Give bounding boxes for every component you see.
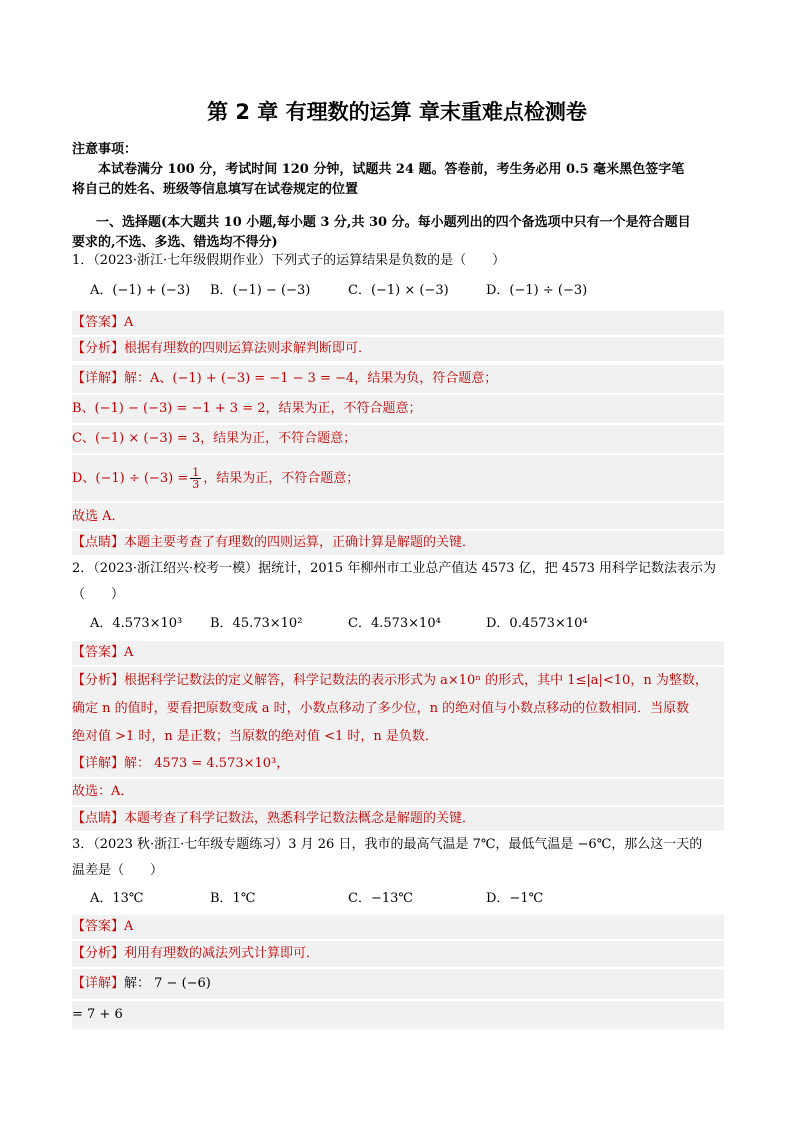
q3-analysis-text: 利用有理数的减法列式计算即可． (124, 946, 320, 961)
notice-line-1: 本试卷满分 100 分，考试时间 120 分钟，试题共 24 题。答卷前，考生务必用 0.5 毫米黑色签字笔 (98, 162, 685, 177)
q2-analysis-text-1: 根据科学记数法的定义解答，科学记数法的表示形式为 a×10ⁿ 的形式，其中 1≤|a|<10，n 为整数， (124, 673, 708, 688)
q1-analysis (72, 337, 724, 361)
q2-stem-line-2: （ ） (72, 587, 125, 602)
q3-stem-line-2: 温差是（ ） (72, 863, 164, 878)
q1-option-a: A．(−1) + (−3) (90, 283, 191, 298)
q3-answer-value: A (124, 919, 134, 934)
answer-label: 【答案】 (72, 315, 125, 330)
q2-detail-text: 解： 4573 = 4.573×10³， (124, 756, 290, 771)
q3-detail-text: 解： 7 − (−6) (124, 976, 211, 991)
q2-comment (72, 807, 724, 831)
analysis-label: 【分析】 (72, 946, 125, 961)
answer-label: 【答案】 (72, 919, 125, 934)
q1-option-b: B．(−1) − (−3) (210, 283, 311, 298)
page-title: 第 2 章 有理数的运算 章末重难点检测卷 (207, 100, 587, 124)
comment-label: 【点睛】 (72, 811, 125, 826)
q1-detail-b (72, 395, 724, 423)
q1-option-d: D．(−1) ÷ (−3) (486, 283, 588, 298)
q3-stem-line-1: 3．（2023 秋·浙江·七年级专题练习）3 月 26 日，我市的最高气温是 7℃，最低气温是 −6℃，那么这一天的 (72, 837, 703, 852)
q1-detail-d-post: ，结果为正，不符合题意； (203, 471, 360, 486)
q1-detail-a-text: 解：A、(−1) + (−3) = −1 − 3 = −4，结果为负，符合题意； (124, 371, 498, 386)
q1-detail-d-fraction (190, 467, 201, 490)
comment-label: 【点睛】 (72, 535, 125, 550)
q1-conclusion (72, 503, 724, 529)
answer-label: 【答案】 (72, 645, 125, 660)
q1-answer (72, 311, 724, 335)
analysis-label: 【分析】 (72, 341, 125, 356)
q1-detail-b-text: B、(−1) − (−3) = −1 + 3 = 2，结果为正，不符合题意； (72, 401, 422, 416)
q1-stem: 1．（2023·浙江·七年级假期作业）下列式子的运算结果是负数的是（ ） (72, 253, 506, 268)
q3-option-c: C．−13℃ (348, 891, 413, 906)
detail-label: 【详解】 (72, 976, 125, 991)
q3-detail (72, 969, 724, 999)
q3-option-d: D．−1℃ (486, 891, 544, 906)
q2-stem-line-1: 2．（2023·浙江绍兴·校考一模）据统计，2015 年柳州市工业总产值达 4573 亿，把 4573 用科学记数法表示为 (72, 561, 717, 576)
q3-option-a: A．13℃ (90, 891, 144, 906)
notice-heading: 注意事项： (72, 142, 138, 157)
q2-option-b: B．45.73×10² (210, 616, 303, 631)
q2-conclusion (72, 779, 724, 805)
q2-analysis-text-3: 绝对值 >1 时，n 是正数；当原数的绝对值 <1 时，n 是负数． (72, 729, 438, 744)
q3-analysis (72, 941, 724, 967)
q2-answer-value: A (124, 645, 134, 660)
q2-detail (72, 751, 724, 777)
q1-detail-d (72, 455, 724, 501)
q1-comment-text: 本题主要考查了有理数的四则运算，正确计算是解题的关键． (124, 535, 476, 550)
q2-option-a: A．4.573×10³ (90, 616, 183, 631)
q2-analysis-line-1 (72, 667, 724, 695)
analysis-label: 【分析】 (72, 673, 125, 688)
q1-analysis-text: 根据有理数的四则运算法则求解判断即可． (124, 341, 372, 356)
q2-analysis-line-3 (72, 723, 724, 751)
q3-option-b: B．1℃ (210, 891, 256, 906)
q2-option-c: C．4.573×10⁴ (348, 616, 441, 631)
q1-conclusion-text: 故选 A． (72, 509, 125, 524)
section-heading-line-2: 要求的,不选、多选、错选均不得分) (72, 235, 278, 250)
q2-analysis-text-2: 确定 n 的值时，要看把原数变成 a 时，小数点移动了多少位，n 的绝对值与小数点移动的位数相同．当原数 (72, 701, 690, 716)
q1-detail-d-pre: D、(−1) ÷ (−3) = (72, 471, 189, 486)
section-heading-line-1: 一、选择题(本大题共 10 小题,每小题 3 分,共 30 分。每小题列出的四个备选项中只有一个是符合题目 (96, 215, 691, 230)
q2-answer (72, 641, 724, 665)
fraction-numerator: 1 (192, 466, 200, 479)
q1-detail-a (72, 365, 724, 393)
detail-label: 【详解】 (72, 756, 125, 771)
q2-analysis-line-2 (72, 695, 724, 723)
q1-detail-c-text: C、(−1) × (−3) = 3，结果为正，不符合题意； (72, 431, 357, 446)
q3-answer (72, 915, 724, 939)
q3-step-text: = 7 + 6 (72, 1007, 123, 1022)
fraction-denominator: 3 (192, 478, 200, 491)
q1-answer-value: A (124, 315, 134, 330)
q3-step (72, 1001, 724, 1029)
q2-conclusion-text: 故选：A． (72, 784, 134, 799)
q1-detail-c (72, 425, 724, 453)
detail-label: 【详解】 (72, 371, 125, 386)
q2-option-d: D．0.4573×10⁴ (486, 616, 588, 631)
q2-comment-text: 本题考查了科学记数法，熟悉科学记数法概念是解题的关键． (124, 811, 476, 826)
q1-option-c: C．(−1) × (−3) (348, 283, 449, 298)
q1-comment (72, 531, 724, 555)
notice-line-2: 将自己的姓名、班级等信息填写在试卷规定的位置 (72, 182, 359, 197)
